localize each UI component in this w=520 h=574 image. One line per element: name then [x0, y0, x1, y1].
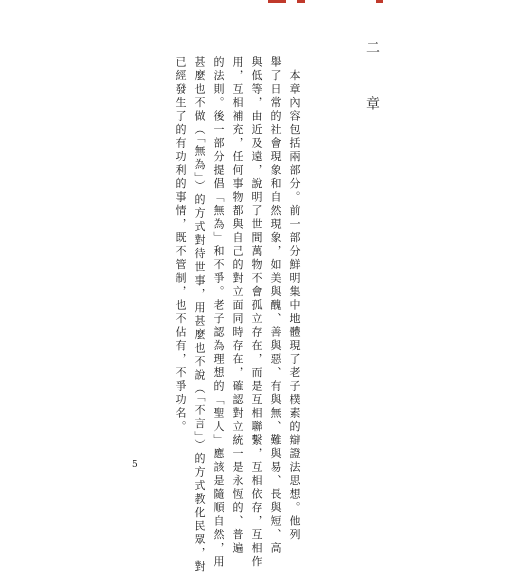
header-decoration-mark	[297, 0, 305, 3]
body-text-column-5: 的法則。後一部分提倡「無為」和不爭。老子認為理想的「聖人」應該是隨順自然，用	[212, 56, 225, 569]
body-text-column-3: 與低等，由近及遠，說明了世間萬物不會孤立存在，而是互相聯繫，互相依存，互相作	[250, 56, 263, 569]
body-text-column-2: 舉了日常的社會現象和自然現象，如美與醜、善與惡、有與無、難與易、長與短、高	[269, 56, 282, 556]
header-decoration-mark	[376, 0, 383, 3]
body-text-column-4: 用，互相補充，任何事物都與自己的對立面同時存在，確認對立統一是永恆的、普遍	[231, 56, 244, 556]
body-text-column-7: 已經發生了的有功利的事情，既不管制，也不佔有，不爭功名。	[174, 56, 187, 434]
body-text-column-1: 本章內容包括兩部分。前一部分鮮明集中地體現了老子樸素的辯證法思想。他列	[288, 56, 301, 542]
page-number: 5	[132, 460, 138, 470]
header-decoration-mark	[268, 0, 286, 3]
chapter-title: 二 章	[364, 40, 380, 124]
body-text-column-6: 甚麼也不做（「無為」）的方式對待世事，用甚麼也不說（「不言」）的方式教化民眾，對	[193, 56, 206, 574]
